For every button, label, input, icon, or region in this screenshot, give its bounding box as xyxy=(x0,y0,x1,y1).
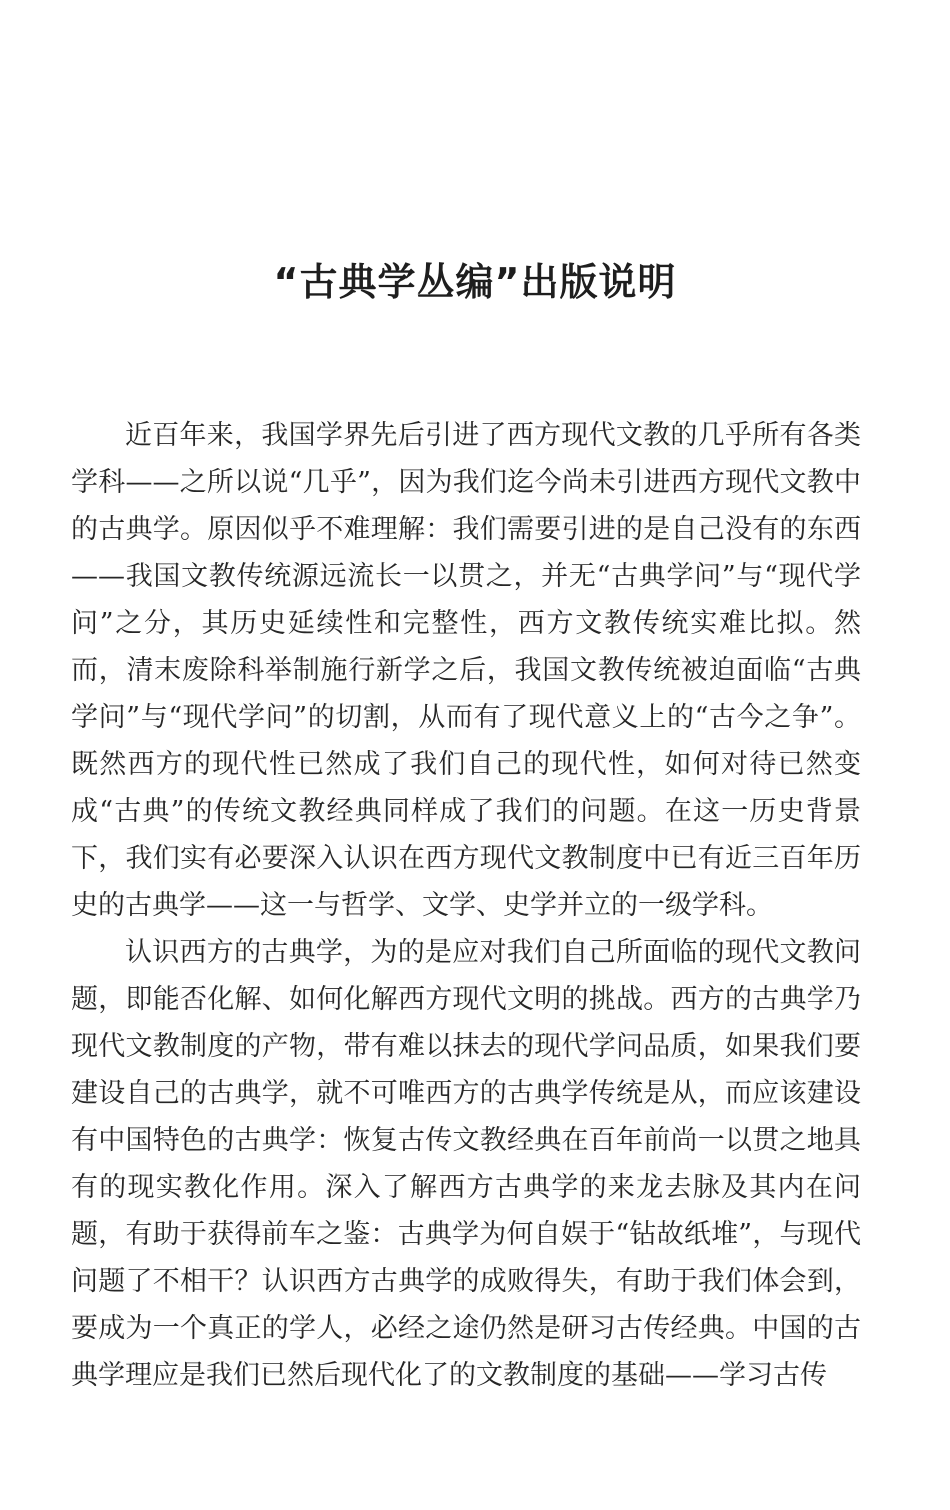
paragraph-2: 认识西方的古典学，为的是应对我们自己所面临的现代文教问题，即能否化解、如何化解西方现代文明的挑战。西方的古典学乃现代文教制度的产物，带有难以抹去的现代学问品质，如果我们要建设自己的古典学，就不可唯西方的古典学传统是从，而应该建设有中国特色的古典学：恢复古传文教经典在百年前尚一以贯之地具有的现实教化作用。深入了解西方古典学的来龙去脉及其内在问题，有助于获得前车之鉴：古典学为何自娱于“钻故纸堆”，与现代问题了不相干？认识西方古典学的成败得失，有助于我们体会到，要成为一个真正的学人，必经之途仍然是研习古传经典。中国的古典学理应是我们已然后现代化了的文教制度的基础——学习古传 xyxy=(71,937,861,1391)
page-title: “古典学丛编”出版说明 xyxy=(273,260,677,304)
paragraph-1: 近百年来，我国学界先后引进了西方现代文教的几乎所有各类学科——之所以说“几乎”，因为我们迄今尚未引进西方现代文教中的古典学。原因似乎不难理解：我们需要引进的是自己没有的东西——我国文教传统源远流长一以贯之，并无“古典学问”与“现代学问”之分，其历史延续性和完整性，西方文教传统实难比拟。然而，清末废除科举制施行新学之后，我国文教传统被迫面临“古典学问”与“现代学问”的切割，从而有了现代意义上的“古今之争”。既然西方的现代性已然成了我们自己的现代性，如何对待已然变成“古典”的传统文教经典同样成了我们的问题。在这一历史背景下，我们实有必要深入认识在西方现代文教制度中已有近三百年历史的古典学——这一与哲学、文学、史学并立的一级学科。 xyxy=(71,420,861,921)
body-text xyxy=(71,412,861,1399)
